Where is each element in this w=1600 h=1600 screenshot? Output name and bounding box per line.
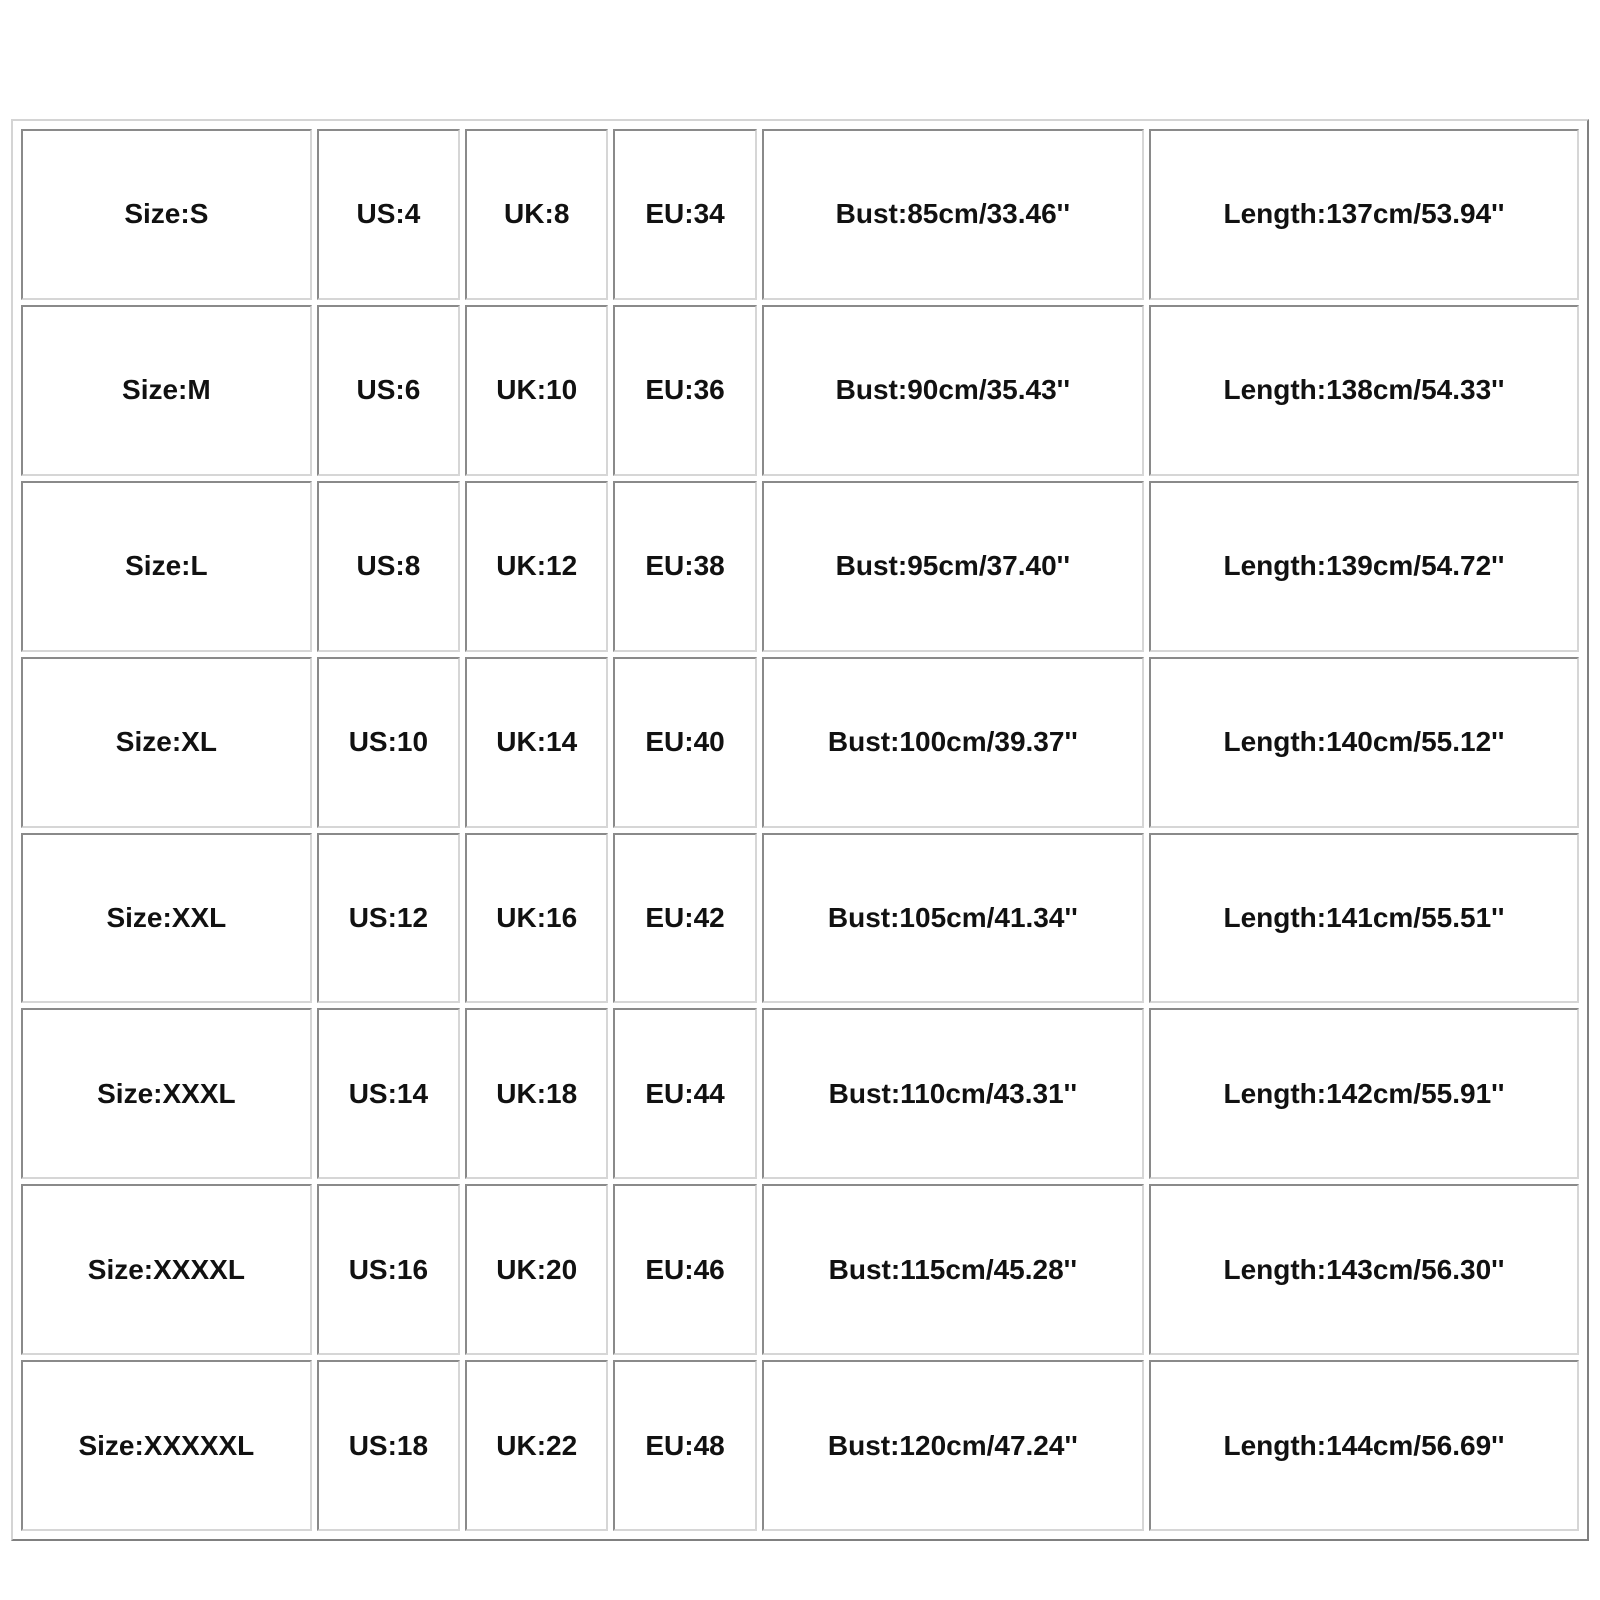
eu-size-cell: EU:34 [613, 129, 756, 300]
size-cell: Size:XXXXXL [21, 1360, 312, 1531]
table-row [21, 481, 1579, 652]
bust-cell: Bust:100cm/39.37'' [762, 657, 1144, 828]
bust-cell: Bust:85cm/33.46'' [762, 129, 1144, 300]
size-cell: Size:XL [21, 657, 312, 828]
us-size-cell: US:18 [317, 1360, 460, 1531]
size-cell: Size:XXXL [21, 1008, 312, 1179]
size-cell: Size:M [21, 305, 312, 476]
us-size-cell: US:8 [317, 481, 460, 652]
table-row [21, 657, 1579, 828]
eu-size-cell: EU:40 [613, 657, 756, 828]
length-cell: Length:144cm/56.69'' [1149, 1360, 1579, 1531]
bust-cell: Bust:110cm/43.31'' [762, 1008, 1144, 1179]
us-size-cell: US:10 [317, 657, 460, 828]
bust-cell: Bust:120cm/47.24'' [762, 1360, 1144, 1531]
length-cell: Length:138cm/54.33'' [1149, 305, 1579, 476]
table-row [21, 305, 1579, 476]
uk-size-cell: UK:20 [465, 1184, 608, 1355]
us-size-cell: US:16 [317, 1184, 460, 1355]
us-size-cell: US:14 [317, 1008, 460, 1179]
uk-size-cell: UK:12 [465, 481, 608, 652]
table-row [21, 833, 1579, 1004]
eu-size-cell: EU:38 [613, 481, 756, 652]
length-cell: Length:141cm/55.51'' [1149, 833, 1579, 1004]
size-cell: Size:L [21, 481, 312, 652]
uk-size-cell: UK:22 [465, 1360, 608, 1531]
length-cell: Length:142cm/55.91'' [1149, 1008, 1579, 1179]
eu-size-cell: EU:46 [613, 1184, 756, 1355]
us-size-cell: US:12 [317, 833, 460, 1004]
table-row [21, 1184, 1579, 1355]
size-cell: Size:S [21, 129, 312, 300]
table-row [21, 1360, 1579, 1531]
length-cell: Length:140cm/55.12'' [1149, 657, 1579, 828]
size-chart-table [16, 124, 1584, 1536]
size-chart [11, 119, 1589, 1541]
uk-size-cell: UK:16 [465, 833, 608, 1004]
uk-size-cell: UK:14 [465, 657, 608, 828]
size-cell: Size:XXL [21, 833, 312, 1004]
table-row [21, 129, 1579, 300]
bust-cell: Bust:115cm/45.28'' [762, 1184, 1144, 1355]
length-cell: Length:139cm/54.72'' [1149, 481, 1579, 652]
eu-size-cell: EU:48 [613, 1360, 756, 1531]
eu-size-cell: EU:44 [613, 1008, 756, 1179]
uk-size-cell: UK:18 [465, 1008, 608, 1179]
bust-cell: Bust:105cm/41.34'' [762, 833, 1144, 1004]
us-size-cell: US:6 [317, 305, 460, 476]
us-size-cell: US:4 [317, 129, 460, 300]
length-cell: Length:143cm/56.30'' [1149, 1184, 1579, 1355]
length-cell: Length:137cm/53.94'' [1149, 129, 1579, 300]
size-cell: Size:XXXXL [21, 1184, 312, 1355]
uk-size-cell: UK:8 [465, 129, 608, 300]
eu-size-cell: EU:36 [613, 305, 756, 476]
bust-cell: Bust:90cm/35.43'' [762, 305, 1144, 476]
eu-size-cell: EU:42 [613, 833, 756, 1004]
table-row [21, 1008, 1579, 1179]
bust-cell: Bust:95cm/37.40'' [762, 481, 1144, 652]
uk-size-cell: UK:10 [465, 305, 608, 476]
